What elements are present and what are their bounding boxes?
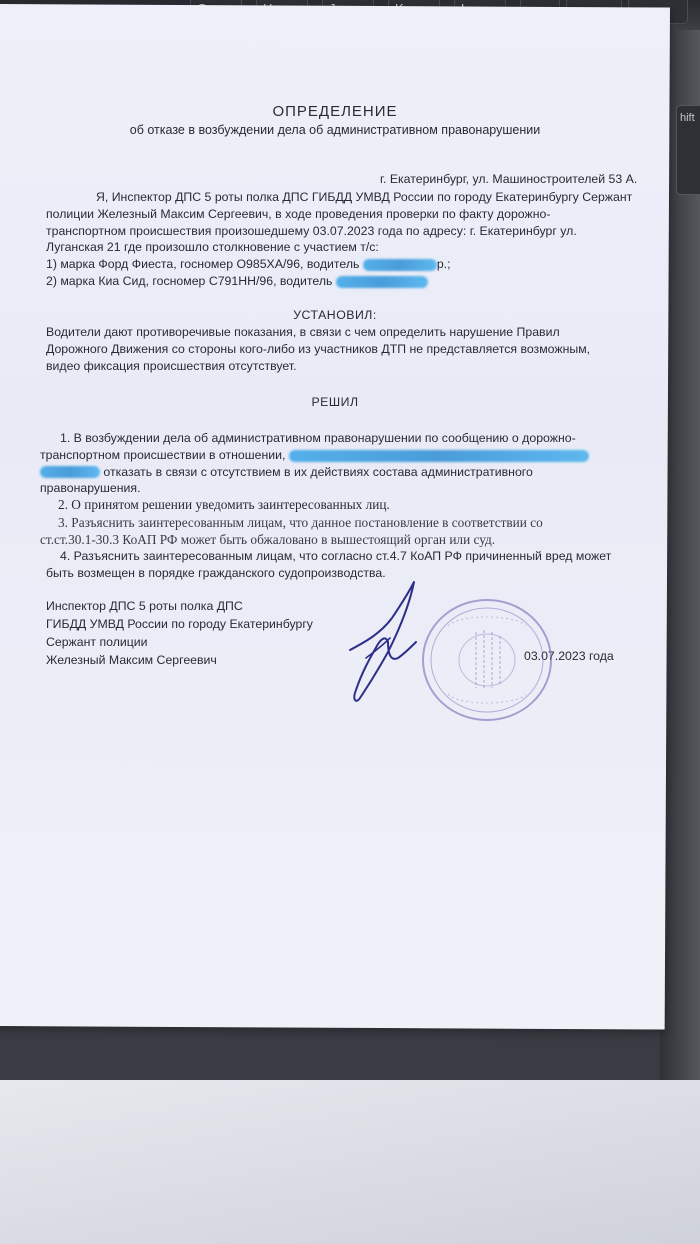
- decision-line: [40, 447, 640, 464]
- decision-1-text: отказать в связи с отсутствием в их действиях состава административного: [103, 464, 533, 479]
- decision-line: ст.ст.30.1-30.3 КоАП РФ может быть обжаловано в вышестоящий орган или суд.: [40, 531, 496, 547]
- handwritten-signature: [330, 572, 430, 707]
- signer-department: ГИБДД УМВД России по городу Екатеринбургу: [46, 617, 313, 631]
- vehicle-item: [46, 273, 614, 290]
- intro-line: полиции Железный Максим Сергеевич, в ходе проведения проверки по факту дорожно-: [46, 206, 551, 221]
- established-heading: УСТАНОВИЛ:: [293, 308, 377, 322]
- decision-2: [58, 497, 390, 514]
- decision-1-text: транспортном происшествии в отношении,: [40, 447, 286, 462]
- official-stamp: [418, 596, 556, 724]
- intro-paragraph: [46, 189, 633, 290]
- established-line: Водители дают противоречивые показания, в связи с чем определить нарушение Правил: [46, 325, 560, 339]
- signer-rank: Сержант полиции: [46, 635, 148, 649]
- decision-line: 1. В возбуждении дела об административном правонарушении по сообщению о дорожно-: [60, 431, 576, 445]
- signer-position: Инспектор ДПС 5 роты полка ДПС: [46, 599, 243, 613]
- decision-3: [40, 515, 640, 549]
- decision-1: [40, 430, 640, 497]
- established-paragraph: [46, 324, 626, 374]
- redaction-mark: [289, 450, 589, 462]
- document-subtitle: об отказе в возбуждении дела об административном правонарушении: [129, 123, 541, 137]
- signature-block: [46, 597, 313, 669]
- intro-line: Я, Инспектор ДПС 5 роты полка ДПС ГИБДД УМВД России по городу Екатеринбургу Сержант: [96, 190, 633, 204]
- vehicle-item: [46, 256, 614, 273]
- redaction-mark: [363, 259, 437, 271]
- document-place: г. Екатеринбург, ул. Машиностроителей 53 А.: [380, 172, 638, 186]
- signer-name: Железный Максим Сергеевич: [46, 653, 217, 667]
- established-line: Дорожного Движения со стороны кого-либо из участников ДТП не представляется возможным,: [46, 341, 591, 356]
- vehicle-1-text: 1) марка Форд Фиеста, госномер О985ХА/96, водитель: [46, 257, 360, 272]
- intro-line: транспортном происшествия произошедшему 03.07.2023 года по адресу: г. Екатеринбург ул.: [46, 223, 577, 238]
- decision-line: быть возмещен в порядке гражданского судопроизводства.: [46, 565, 386, 580]
- redaction-mark: [336, 276, 428, 288]
- document-date: 03.07.2023 года: [524, 649, 614, 663]
- decided-heading: РЕШИЛ: [311, 395, 359, 409]
- decision-line: 3. Разъяснить заинтересованным лицам, что данное постановление в соответствии со: [58, 515, 543, 530]
- redaction-mark: [40, 466, 100, 478]
- established-line: видео фиксация происшествия отсутствует.: [46, 358, 297, 373]
- vehicle-2-text: 2) марка Киа Сид, госномер С791НН/96, водитель: [46, 273, 333, 288]
- decision-line: 4. Разъяснить заинтересованным лицам, что согласно ст.4.7 КоАП РФ причиненный вред может: [60, 549, 612, 563]
- decision-line: 2. О принятом решении уведомить заинтересованных лиц.: [58, 497, 390, 512]
- shift-key: hift: [676, 105, 700, 195]
- decision-line: правонарушения.: [40, 481, 141, 496]
- vehicle-1-tail: р.;: [436, 257, 451, 272]
- decision-line: [40, 464, 640, 481]
- intro-line: Луганская 21 где произошло столкновение с участием т/с:: [46, 240, 379, 255]
- document-title: ОПРЕДЕЛЕНИЕ: [272, 103, 398, 120]
